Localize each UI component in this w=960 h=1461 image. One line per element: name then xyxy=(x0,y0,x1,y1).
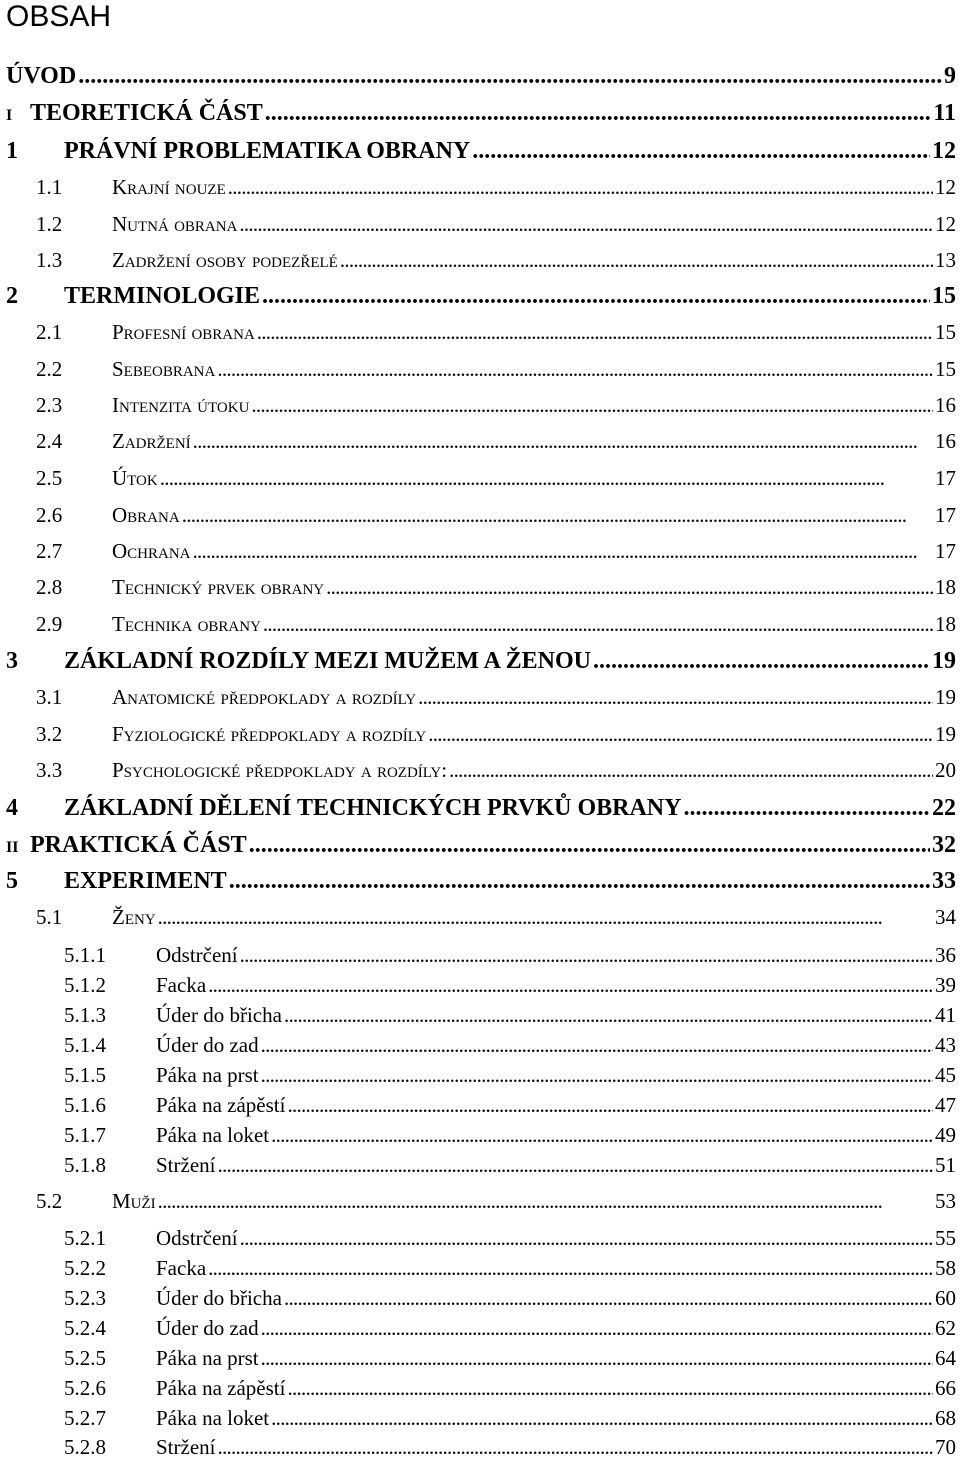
toc-entry[interactable] xyxy=(36,756,956,784)
toc-entry-number: 5.1.4 xyxy=(64,1033,106,1057)
toc-dot-leader xyxy=(249,830,930,860)
toc-entry-title: Intenzita útoku xyxy=(112,393,250,417)
toc-entry[interactable] xyxy=(36,610,956,638)
toc-entry-title: Stržení xyxy=(156,1153,216,1177)
toc-entry-title: PRAKTICKÁ ČÁST xyxy=(30,832,247,858)
toc-entry[interactable] xyxy=(36,501,956,529)
toc-entry[interactable] xyxy=(6,98,956,131)
toc-entry-page: 58 xyxy=(935,1256,956,1280)
toc-dot-leader xyxy=(326,573,933,601)
toc-entry-page: 19 xyxy=(935,722,956,746)
toc-entry-page: 17 xyxy=(935,539,956,563)
toc-entry-number: 2.8 xyxy=(36,575,63,599)
toc-entry-number: 5.2 xyxy=(36,1189,63,1213)
toc-dot-leader xyxy=(284,1001,933,1029)
toc-entry[interactable] xyxy=(36,720,956,748)
toc-entry-title: Fyziologické předpoklady a rozdíly xyxy=(112,722,427,746)
toc-entry-title: Zadržení osoby podezřelé xyxy=(112,248,338,272)
toc-entry[interactable] xyxy=(64,1404,956,1432)
toc-entry[interactable] xyxy=(64,1091,956,1119)
toc-entry-title: Páka na loket xyxy=(156,1406,270,1430)
toc-entry-page: 11 xyxy=(933,100,956,126)
toc-entry-number: 2.1 xyxy=(36,320,63,344)
toc-dot-leader xyxy=(160,464,933,492)
toc-entry-number: 3.2 xyxy=(36,722,63,746)
toc-entry-page: 17 xyxy=(935,503,956,527)
toc-dot-leader xyxy=(262,281,930,311)
toc-entry-title: Obrana xyxy=(112,503,180,527)
toc-entry-number: 5.1.7 xyxy=(64,1123,106,1147)
toc-dot-leader xyxy=(287,1374,933,1402)
toc-entry-page: 16 xyxy=(935,429,956,453)
toc-dot-leader xyxy=(428,720,933,748)
toc-entry[interactable] xyxy=(36,573,956,601)
toc-entry-page: 15 xyxy=(935,357,956,381)
toc-dot-leader xyxy=(193,427,933,455)
toc-dot-leader xyxy=(251,391,933,419)
toc-entry-number: 1.2 xyxy=(36,212,63,236)
toc-entry[interactable] xyxy=(6,793,956,823)
toc-entry-page: 41 xyxy=(935,1003,956,1027)
toc-entry-title: Úder do břicha xyxy=(156,1286,282,1310)
toc-entry-title: Odstrčení xyxy=(156,1226,238,1250)
toc-dot-leader xyxy=(240,941,933,969)
toc-dot-leader xyxy=(240,1224,933,1252)
toc-entry-title: Úder do zad xyxy=(156,1033,259,1057)
toc-entry-title: Profesní obrana xyxy=(112,320,255,344)
toc-dot-leader xyxy=(261,1314,933,1342)
toc-entry[interactable] xyxy=(36,355,956,383)
toc-dot-leader xyxy=(208,1254,933,1282)
toc-entry[interactable] xyxy=(6,61,956,91)
toc-entry-page: 62 xyxy=(935,1316,956,1340)
toc-entry-page: 9 xyxy=(944,63,956,89)
toc-dot-leader xyxy=(418,683,933,711)
toc-entry-number: 1 xyxy=(6,138,18,164)
toc-entry-page: 13 xyxy=(935,248,956,272)
toc-entry-title: Sebeobrana xyxy=(112,357,216,381)
toc-entry-title: Úder do zad xyxy=(156,1316,259,1340)
toc-entry-page: 18 xyxy=(935,612,956,636)
toc-entry-number: 3.1 xyxy=(36,685,63,709)
toc-entry-page: 18 xyxy=(935,575,956,599)
toc-entry-number: 5.1 xyxy=(36,905,63,929)
toc-entry[interactable] xyxy=(6,866,956,896)
toc-entry[interactable] xyxy=(64,1374,956,1402)
toc-entry-page: 55 xyxy=(935,1226,956,1250)
toc-entry-title: ZÁKLADNÍ ROZDÍLY MEZI MUŽEM A ŽENOU xyxy=(64,648,591,674)
toc-dot-leader xyxy=(271,1404,933,1432)
toc-entry-title: Stržení xyxy=(156,1435,216,1459)
toc-dot-leader xyxy=(217,1151,933,1179)
toc-dot-leader xyxy=(239,210,933,238)
toc-entry-title: Útok xyxy=(112,466,158,490)
toc-dot-leader xyxy=(265,98,932,128)
toc-entry-number: 2.2 xyxy=(36,357,63,381)
toc-entry-page: 70 xyxy=(935,1435,956,1459)
toc-entry-number: 5.2.6 xyxy=(64,1376,106,1400)
toc-entry-page: 15 xyxy=(935,320,956,344)
toc-dot-leader xyxy=(228,173,933,201)
toc-entry[interactable] xyxy=(64,1151,956,1179)
toc-entry-number: 5.2.4 xyxy=(64,1316,106,1340)
toc-entry[interactable] xyxy=(36,537,956,565)
toc-entry-number: 4 xyxy=(6,795,18,821)
toc-entry-page: 68 xyxy=(935,1406,956,1430)
toc-entry-page: 45 xyxy=(935,1063,956,1087)
toc-dot-leader xyxy=(261,1031,933,1059)
toc-entry-title: Technika obrany xyxy=(112,612,261,636)
toc-entry-number: 5 xyxy=(6,868,18,894)
toc-entry-number: 5.1.1 xyxy=(64,943,106,967)
toc-entry-number: 5.1.6 xyxy=(64,1093,106,1117)
toc-dot-leader xyxy=(340,246,933,274)
toc-entry[interactable] xyxy=(36,903,956,931)
toc-dot-leader xyxy=(261,1061,933,1089)
toc-entry-title: ÚVOD xyxy=(6,63,77,89)
toc-entry[interactable] xyxy=(6,646,956,676)
toc-entry-number: 1.3 xyxy=(36,248,63,272)
toc-entry[interactable] xyxy=(36,246,956,274)
toc-entry-title: Páka na prst xyxy=(156,1346,259,1370)
toc-entry[interactable] xyxy=(64,1284,956,1312)
toc-dot-leader xyxy=(263,610,933,638)
toc-entry-title: Anatomické předpoklady a rozdíly xyxy=(112,685,417,709)
toc-dot-leader xyxy=(217,355,933,383)
toc-dot-leader xyxy=(593,646,930,676)
toc-entry-title: Zadržení xyxy=(112,429,191,453)
toc-dot-leader xyxy=(158,1187,933,1215)
toc-entry-title: Nutná obrana xyxy=(112,212,238,236)
toc-entry[interactable] xyxy=(64,1254,956,1282)
toc-entry[interactable] xyxy=(36,427,956,455)
toc-entry-title: ZÁKLADNÍ DĚLENÍ TECHNICKÝCH PRVKŮ OBRANY xyxy=(64,795,682,821)
toc-entry-title: Páka na zápěstí xyxy=(156,1376,286,1400)
toc-entry-page: 17 xyxy=(935,466,956,490)
toc-entry-number: I xyxy=(6,107,13,124)
toc-entry-number: 5.2.2 xyxy=(64,1256,106,1280)
toc-entry-number: 5.1.8 xyxy=(64,1153,106,1177)
toc-entry[interactable] xyxy=(36,391,956,419)
page-title: OBSAH xyxy=(6,0,112,33)
toc-entry[interactable] xyxy=(64,1224,956,1252)
toc-entry-page: 39 xyxy=(935,973,956,997)
toc-entry-page: 66 xyxy=(935,1376,956,1400)
toc-entry-page: 15 xyxy=(932,283,956,309)
toc-entry-title: Krajní nouze xyxy=(112,175,226,199)
toc-dot-leader xyxy=(193,537,933,565)
toc-dot-leader xyxy=(257,318,933,346)
toc-entry-page: 19 xyxy=(932,648,956,674)
toc-entry-page: 12 xyxy=(932,138,956,164)
toc-entry[interactable] xyxy=(36,210,956,238)
toc-entry-page: 47 xyxy=(935,1093,956,1117)
toc-entry[interactable] xyxy=(64,1344,956,1372)
toc-entry-number: 3 xyxy=(6,648,18,674)
toc-entry-page: 19 xyxy=(935,685,956,709)
toc-entry-number: 5.2.1 xyxy=(64,1226,106,1250)
toc-entry-number: 2.3 xyxy=(36,393,63,417)
toc-entry-page: 22 xyxy=(932,795,956,821)
toc-entry-page: 53 xyxy=(935,1189,956,1213)
toc-dot-leader xyxy=(229,866,930,896)
toc-entry[interactable] xyxy=(6,136,956,166)
toc-entry-number: 2.4 xyxy=(36,429,63,453)
toc-entry-title: Ochrana xyxy=(112,539,191,563)
toc-entry-title: Psychologické předpoklady a rozdíly: xyxy=(112,758,448,782)
toc-entry-title: EXPERIMENT xyxy=(64,868,227,894)
toc-entry-title: Páka na loket xyxy=(156,1123,270,1147)
toc-entry-number: 5.1.3 xyxy=(64,1003,106,1027)
toc-entry[interactable] xyxy=(64,941,956,969)
toc-entry-number: 1.1 xyxy=(36,175,63,199)
toc-entry-number: 5.2.3 xyxy=(64,1286,106,1310)
toc-dot-leader xyxy=(158,903,933,931)
toc-entry[interactable] xyxy=(36,173,956,201)
toc-dot-leader xyxy=(182,501,933,529)
toc-entry-title: Technický prvek obrany xyxy=(112,575,325,599)
toc-entry-title: TEORETICKÁ ČÁST xyxy=(30,100,263,126)
toc-entry-page: 20 xyxy=(935,758,956,782)
toc-entry-number: 3.3 xyxy=(36,758,63,782)
toc-entry-number: 2.9 xyxy=(36,612,63,636)
toc-entry-title: Páka na zápěstí xyxy=(156,1093,286,1117)
toc-entry-title: TERMINOLOGIE xyxy=(64,283,261,309)
toc-entry-page: 43 xyxy=(935,1033,956,1057)
toc-entry-number: 5.2.8 xyxy=(64,1435,106,1459)
toc-entry-number: 5.2.7 xyxy=(64,1406,106,1430)
toc-entry-page: 16 xyxy=(935,393,956,417)
toc-entry-title: Facka xyxy=(156,973,207,997)
toc-entry-number: 5.1.5 xyxy=(64,1063,106,1087)
toc-entry-page: 49 xyxy=(935,1123,956,1147)
toc-entry[interactable] xyxy=(64,1121,956,1149)
toc-dot-leader xyxy=(208,971,933,999)
toc-entry-page: 34 xyxy=(935,905,956,929)
toc-entry[interactable] xyxy=(36,1187,956,1215)
toc-entry-number: 2.7 xyxy=(36,539,63,563)
toc-entry-page: 51 xyxy=(935,1153,956,1177)
toc-entry-title: Muži xyxy=(112,1189,156,1213)
toc-entry[interactable] xyxy=(64,1314,956,1342)
toc-dot-leader xyxy=(449,756,933,784)
toc-entry-page: 12 xyxy=(935,175,956,199)
toc-dot-leader xyxy=(287,1091,933,1119)
toc-entry[interactable] xyxy=(6,281,956,311)
toc-entry-page: 33 xyxy=(932,868,956,894)
toc-dot-leader xyxy=(78,61,942,91)
toc-entry-page: 12 xyxy=(935,212,956,236)
toc-entry-title: Odstrčení xyxy=(156,943,238,967)
toc-entry[interactable] xyxy=(36,683,956,711)
toc-dot-leader xyxy=(683,793,930,823)
toc-entry[interactable] xyxy=(64,1031,956,1059)
toc-entry-number: 2 xyxy=(6,283,18,309)
toc-entry-title: Ženy xyxy=(112,905,156,929)
toc-dot-leader xyxy=(271,1121,933,1149)
toc-entry[interactable] xyxy=(36,318,956,346)
toc-entry[interactable] xyxy=(36,464,956,492)
toc-entry[interactable] xyxy=(64,971,956,999)
toc-entry-page: 64 xyxy=(935,1346,956,1370)
toc-dot-leader xyxy=(284,1284,933,1312)
toc-dot-leader xyxy=(261,1344,933,1372)
toc-entry-page: 32 xyxy=(932,832,956,858)
toc-entry-page: 60 xyxy=(935,1286,956,1310)
toc-entry[interactable] xyxy=(64,1001,956,1029)
toc-entry-title: Facka xyxy=(156,1256,207,1280)
toc-entry-number: 5.2.5 xyxy=(64,1346,106,1370)
toc-entry-number: II xyxy=(6,839,19,856)
toc-entry-title: PRÁVNÍ PROBLEMATIKA OBRANY xyxy=(64,138,471,164)
toc-entry-title: Úder do břicha xyxy=(156,1003,282,1027)
toc-entry-number: 2.5 xyxy=(36,466,63,490)
toc-entry[interactable] xyxy=(64,1061,956,1089)
toc-dot-leader xyxy=(472,136,930,166)
toc-entry-page: 36 xyxy=(935,943,956,967)
toc-entry-number: 2.6 xyxy=(36,503,63,527)
toc-entry[interactable] xyxy=(6,830,956,863)
toc-entry-title: Páka na prst xyxy=(156,1063,259,1087)
toc-entry-number: 5.1.2 xyxy=(64,973,106,997)
